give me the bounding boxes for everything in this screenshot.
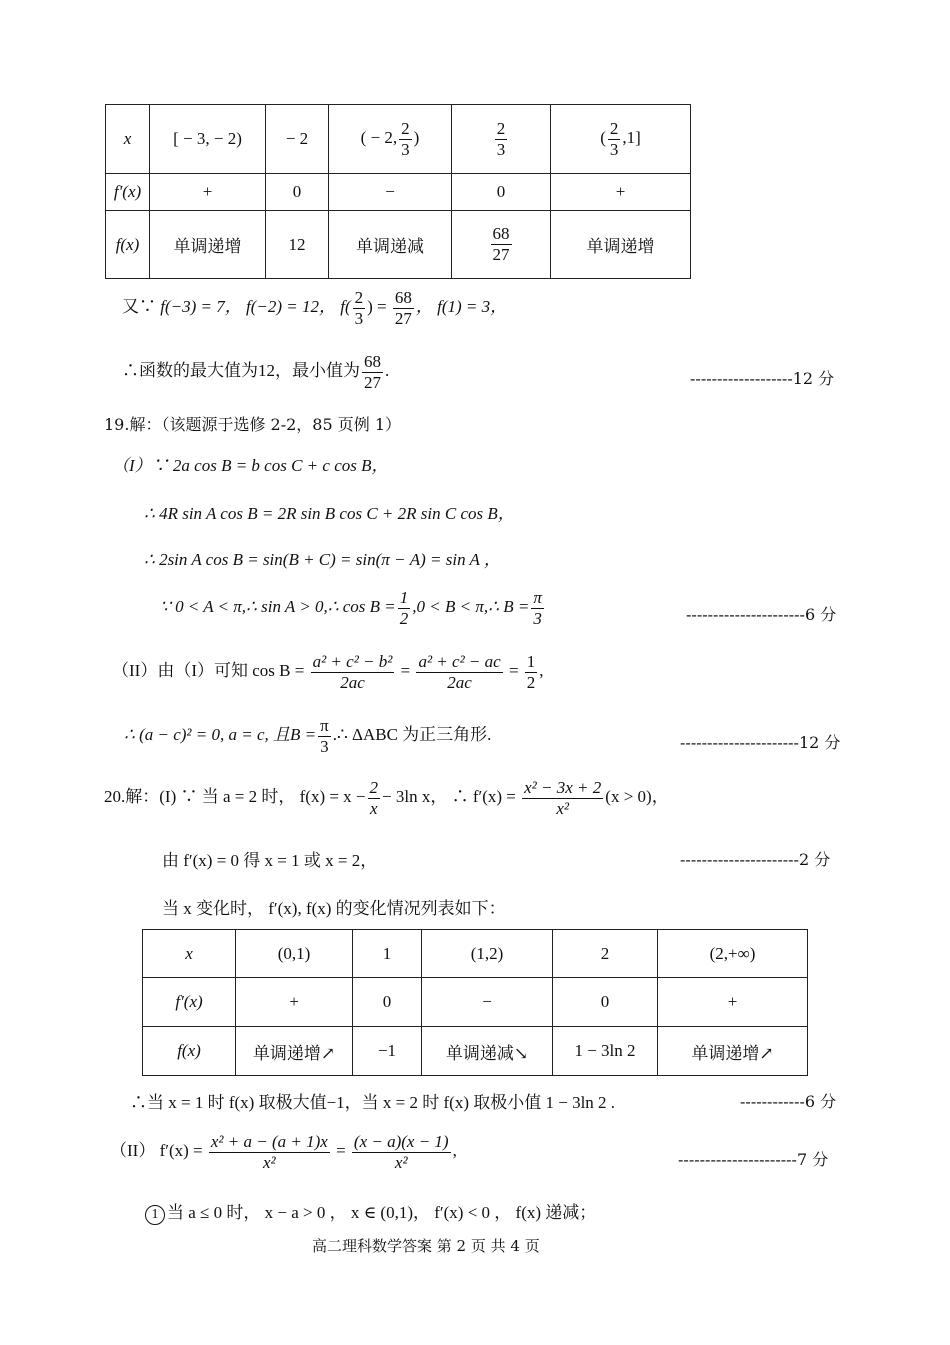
table2-row-label: f(x)	[143, 1027, 236, 1076]
table1-row-label: f′(x)	[106, 174, 150, 211]
frac-den: x²	[556, 798, 570, 818]
table1-header-cell: ( − 2, $\frac{2}{3}$ )	[329, 105, 452, 174]
table1-cell	[452, 211, 551, 279]
table2-cell: +	[658, 978, 808, 1027]
text: ∴ (a − c)² = 0, a = c, 且B =	[124, 724, 317, 744]
table2-cell: −1	[353, 1027, 422, 1076]
table2-cell: −	[422, 978, 553, 1027]
q20-line-6	[145, 1198, 596, 1225]
table1-header-x: x	[106, 105, 150, 174]
table1-header-cell: − 2	[266, 105, 329, 174]
frac-den: 2ac	[447, 672, 472, 692]
text: （II）由（I）可知 cos B =	[112, 660, 305, 680]
text: 当 a ≤ 0 时， x − a > 0 ， x ∈ (0,1)， f′(x) < 0 ， f(x) 递减；	[167, 1203, 597, 1222]
text: ∴函数的最大值为12，最小值为	[122, 360, 360, 380]
frac-den: 2ac	[340, 672, 365, 692]
frac-den: 3	[354, 308, 364, 328]
text: f(−2) = 12，	[246, 296, 336, 316]
table2-cell: 单调递增↗	[236, 1027, 353, 1076]
table2-cell: 0	[353, 978, 422, 1027]
frac-num: (x − a)(x − 1)	[353, 1132, 449, 1151]
q19-line-1: （I）∵ 2a cos B = b cos C + c cos B，	[112, 456, 389, 475]
text: .	[385, 360, 390, 380]
q19-title: 19.解：（该题源于选修 2-2，85 页例 1）	[104, 415, 402, 434]
frac-num: 1	[526, 652, 536, 671]
text: ， f(1) = 3，	[415, 296, 508, 316]
fraction	[522, 778, 603, 818]
q20-line-5: （II） f′(x) = $\frac{\text{x² + a − (a + 1)x}}{\text{x²}}$ = $\frac{(x - a)(x - 1)}{\text{x²}}$ ,	[110, 1132, 457, 1172]
table2-header-cell: (0,1)	[236, 930, 353, 978]
table2-cell: 0	[553, 978, 658, 1027]
frac-num: π	[320, 716, 329, 735]
table1-header-cell	[452, 105, 551, 174]
text: ,	[539, 660, 544, 680]
score-mark: ----------------------7 分	[678, 1150, 829, 1169]
q19-line-4	[160, 588, 546, 628]
table2-header-cell: 2	[553, 930, 658, 978]
text: ) =	[367, 296, 387, 316]
text: ,	[452, 1140, 457, 1160]
frac-num: a² + c² − b²	[312, 652, 393, 671]
text: f(	[340, 296, 351, 316]
circled-number: 1	[145, 1205, 165, 1225]
fraction	[353, 288, 366, 328]
frac-den: 3	[401, 139, 410, 159]
frac-num: 68	[492, 224, 510, 244]
fraction	[525, 652, 538, 692]
table-2	[142, 929, 808, 1076]
table1-cell: +	[551, 174, 691, 211]
frac-den: x	[370, 798, 378, 818]
table1-cell: 0	[452, 174, 551, 211]
frac-den: 2	[399, 608, 409, 628]
frac-den: x²	[263, 1152, 276, 1172]
table2-cell: +	[236, 978, 353, 1027]
max-min-line	[122, 352, 389, 392]
fraction	[495, 119, 508, 159]
frac-den: 3	[496, 139, 506, 159]
text: （II） f′(x) =	[110, 1140, 203, 1160]
table1-cell: −	[329, 174, 452, 211]
text: ,0 < B < π,∴ B =	[412, 596, 530, 616]
page-footer: 高二理科数学答案 第 2 页 共 4 页	[312, 1237, 540, 1255]
fraction	[362, 352, 383, 392]
table2-header-cell: (1,2)	[422, 930, 553, 978]
table1-row-label: f(x)	[106, 211, 150, 279]
fraction	[608, 119, 621, 159]
frac-num: 68	[394, 288, 412, 307]
q20-line-1	[104, 778, 669, 818]
fraction	[416, 652, 502, 692]
frac-num: x² − 3x + 2	[524, 778, 602, 797]
frac-den: 27	[492, 245, 510, 264]
q19-line-6	[124, 716, 491, 756]
text: .∴ ΔABC 为正三角形.	[332, 724, 492, 744]
fraction	[368, 778, 381, 818]
text: f(−3) = 7，	[160, 296, 242, 316]
table1-cell: 单调递增	[551, 211, 691, 279]
frac-den: 3	[609, 139, 619, 159]
table1-cell: 12	[266, 211, 329, 279]
q19-line-2: ∴ 4R sin A cos B = 2R sin B cos C + 2R sin C cos B，	[144, 504, 515, 523]
frac-num: 68	[364, 352, 381, 371]
fraction	[318, 716, 331, 756]
fraction	[209, 1132, 330, 1172]
table2-header-cell: (2,+∞)	[658, 930, 808, 978]
table1-header-cell: [ − 3, − 2)	[150, 105, 266, 174]
score-mark: ----------------------12 分	[680, 733, 841, 752]
table2-header-cell: 1	[353, 930, 422, 978]
table2-row-label: f′(x)	[143, 978, 236, 1027]
fraction	[399, 119, 412, 159]
fraction	[491, 224, 512, 264]
fraction	[531, 588, 544, 628]
table2-cell: 1 − 3ln 2	[553, 1027, 658, 1076]
text: 20.解：(I) ∵ 当 a = 2 时， f(x) = x −	[104, 786, 366, 806]
frac-den: 2	[526, 672, 536, 692]
table1-cell: 0	[266, 174, 329, 211]
frac-den: x²	[394, 1152, 408, 1172]
frac-den: 3	[320, 736, 329, 756]
frac-num: 2	[369, 778, 379, 797]
fraction	[352, 1132, 451, 1172]
q20-line-4: ∴当 x = 1 时 f(x) 取极大值−1，当 x = 2 时 f(x) 取极小值 1 − 3ln 2 .	[130, 1093, 616, 1112]
table2-cell: 单调递增↗	[658, 1027, 808, 1076]
text: (x > 0)，	[605, 786, 669, 806]
table2-header-x: x	[143, 930, 236, 978]
fraction	[393, 288, 414, 328]
frac-num: 2	[401, 118, 410, 138]
text: − 3ln x， ∴ f′(x) =	[382, 786, 516, 806]
q19-line-5: （II）由（I）可知 cos B = $\frac{\text{a² + c² − b²}}{2ac}$ = $\frac{\text{a² + c² − ac}}{2ac}$ = $\frac{1}{2}$ ,	[112, 652, 544, 692]
frac-num: 2	[354, 288, 364, 307]
q20-line-2: 由 f′(x) = 0 得 x = 1 或 x = 2，	[162, 851, 378, 870]
frac-den: 27	[364, 372, 381, 392]
table1-header-open: ( − 2,	[360, 127, 398, 147]
score-mark: ------------6 分	[740, 1092, 837, 1111]
frac-num: a² + c² − ac	[418, 652, 501, 671]
table-1	[105, 104, 691, 279]
score-mark: ----------------------2 分	[680, 850, 831, 869]
q19-line-3: ∴ 2sin A cos B = sin(B + C) = sin(π − A) = sin A ，	[144, 550, 501, 569]
text: 又∵	[122, 296, 156, 316]
table1-header-cell: ( $\frac{2}{3}$ ,1]	[551, 105, 691, 174]
q20-line-3: 当 x 变化时， f′(x), f(x) 的变化情况列表如下：	[162, 899, 506, 918]
score-mark: ----------------------6 分	[686, 605, 837, 624]
table2-cell: 单调递减↘	[422, 1027, 553, 1076]
score-mark: -------------------12 分	[690, 369, 835, 388]
fraction	[311, 652, 395, 692]
frac-num: 2	[609, 118, 619, 138]
values-line	[122, 288, 507, 328]
frac-num: 2	[496, 118, 506, 138]
table1-cell: 单调递增	[150, 211, 266, 279]
table1-cell: 单调递减	[329, 211, 452, 279]
frac-num: x² + a − (a + 1)x	[210, 1132, 328, 1151]
frac-den: 27	[394, 308, 412, 328]
frac-den: 3	[533, 608, 542, 628]
frac-num: 1	[399, 588, 409, 607]
text: ∵ 0 < A < π,∴ sin A > 0,∴ cos B =	[160, 596, 396, 616]
frac-num: π	[533, 588, 542, 607]
table1-cell: +	[150, 174, 266, 211]
fraction	[398, 588, 411, 628]
